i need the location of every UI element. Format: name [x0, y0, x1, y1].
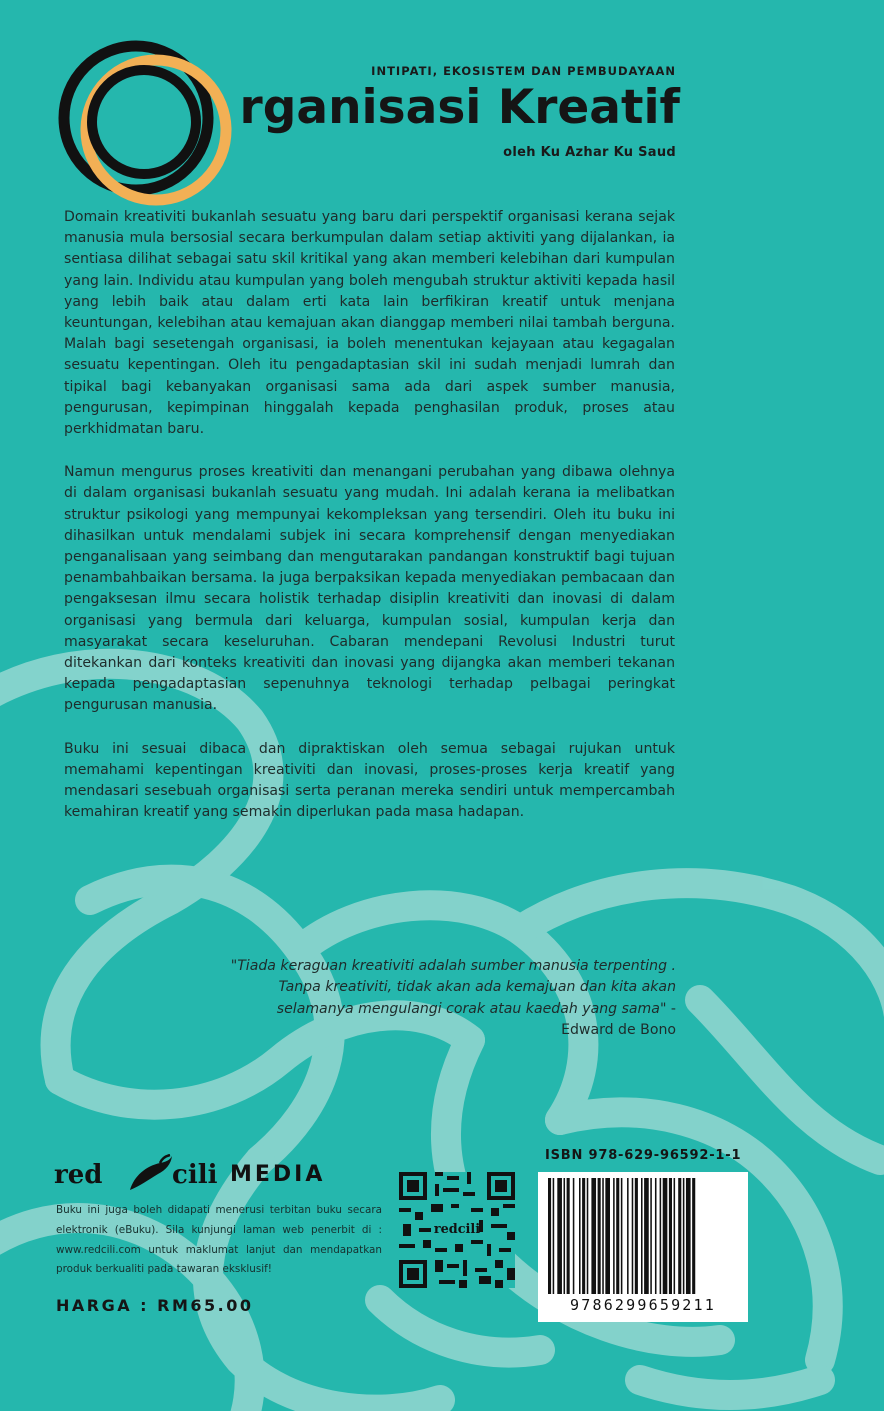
barcode-bar	[613, 1178, 615, 1294]
barcode-bar	[663, 1178, 668, 1294]
chili-pepper-icon	[124, 1154, 174, 1194]
barcode-bar	[686, 1178, 691, 1294]
barcode-bar	[598, 1178, 601, 1294]
barcode-bar	[674, 1178, 676, 1294]
ebook-note: Buku ini juga boleh didapati menerusi terbitan buku secara elektronik (eBuku). Sila kunjungi laman web penerbit di : www.redcili.com untuk maklumat lanjut dan mendapatkan produk berkualiti pada tawaran eksklusif!	[56, 1204, 382, 1276]
qr-center-label: redcili	[433, 1221, 481, 1237]
barcode-bar	[655, 1178, 657, 1294]
price-label: HARGA : RM65.00	[56, 1296, 254, 1315]
barcode-bar	[602, 1178, 604, 1294]
barcode-bar	[548, 1178, 551, 1294]
barcode-bar	[683, 1178, 685, 1294]
barcode-bar	[591, 1178, 596, 1294]
barcode-bar	[650, 1178, 652, 1294]
barcode-bar	[627, 1178, 629, 1294]
barcode-bar	[660, 1178, 662, 1294]
barcode-icon	[546, 1178, 740, 1294]
quote-text: Tiada keraguan kreativiti adalah sumber manusia terpenting . Tanpa kreativiti, tidak akan ada kemajuan dan kita akan selamanya mengulangi corak atau kaedah yang sama	[237, 958, 676, 1017]
barcode-bar	[573, 1178, 575, 1294]
synopsis-paragraph-1: Domain kreativiti bukanlah sesuatu yang baru dari perspektif organisasi kerana sejak manusia mula bersosial secara berkumpulan dalam setiap aktiviti yang dijalankan, ia sentiasa dilihat sebagai satu skil kritikal yang akan memberi kelebihan dari kumpulan yang lain. Individu atau kumpulan yang boleh mengubah struktur aktiviti kepada hasil yang lebih baik atau dalam erti kata lain berfikiran kreatif untuk menjana keuntungan, kelebihan atau kemajuan akan dianggap memberi nilai tambah berguna. Malah bagi sesetengah organisasi, ia boleh menentukan kejayaan atau kegagalan sesuatu kepentingan. Oleh itu pengadaptasian skil ini sudah menjadi lumrah dan tipikal bagi kebanyakan organisasi sama ada dari aspek sumber manusia, pengurusan, kepimpinan hinggalah kepada penghasilan produk, proses atau perkhidmatan baru.	[64, 209, 675, 438]
barcode-bar	[635, 1178, 638, 1294]
qr-code-icon	[399, 1172, 515, 1288]
barcode-bar	[582, 1178, 585, 1294]
synopsis	[64, 207, 675, 845]
isbn-label: ISBN 978-629-96592-1-1	[545, 1148, 742, 1163]
book-subtitle: INTIPATI, EKOSISTEM DAN PEMBUDAYAAN	[371, 64, 676, 78]
brand-cili-text: cili	[172, 1160, 218, 1190]
synopsis-paragraph-3: Buku ini sesuai dibaca dan dipraktiskan oleh semua sebagai rujukan untuk memahami kepentingan kreativiti dan inovasi, proses-proses kerja kreatif yang mendasari sesebuah organisasi serta peranan mereka sendiri untuk mempercambah kemahiran kreatif yang semakin diperlukan pada masa hadapan.	[64, 740, 675, 821]
quote-block: "Tiada keraguan kreativiti adalah sumber manusia terpenting . Tanpa kreativiti, tidak akan ada kemajuan dan kita akan selamanya mengulangi corak atau kaedah yang sama" - Edward de Bono	[230, 958, 676, 1039]
brand-red-text: red	[54, 1160, 103, 1190]
book-title: rganisasi Kreatif	[239, 80, 680, 135]
logo-rings-icon	[56, 38, 246, 208]
publisher-logo	[52, 1152, 332, 1196]
barcode-bar	[644, 1178, 649, 1294]
barcode-bar	[621, 1178, 623, 1294]
barcode-bar	[669, 1178, 672, 1294]
barcode-bar	[587, 1178, 589, 1294]
barcode-bar	[616, 1178, 619, 1294]
barcode-bar	[692, 1178, 695, 1294]
barcode-bar	[553, 1178, 555, 1294]
brand-media-text: MEDIA	[230, 1162, 326, 1187]
barcode-bar	[641, 1178, 643, 1294]
barcode-bar	[579, 1178, 581, 1294]
book-author: oleh Ku Azhar Ku Saud	[503, 145, 676, 160]
barcode-digits: 9786299659211	[570, 1296, 716, 1314]
barcode-bar	[557, 1178, 562, 1294]
barcode-bar	[564, 1178, 566, 1294]
barcode-bar	[632, 1178, 634, 1294]
quote-attribution: " - Edward de Bono	[561, 1000, 676, 1039]
barcode-bar	[678, 1178, 681, 1294]
barcode	[538, 1172, 748, 1322]
barcode-bar	[605, 1178, 610, 1294]
barcode-bar	[567, 1178, 570, 1294]
synopsis-paragraph-2: Namun mengurus proses kreativiti dan menangani perubahan yang dibawa olehnya di dalam organisasi bukanlah sesuatu yang mudah. Ini adalah kerana ia melibatkan struktur psikologi yang mempunyai kekompleksan yang tersendiri. Oleh itu buku ini dihasilkan untuk mendalami subjek ini secara komprehensif dengan menyediakan penganalisaan yang seimbang dan mengutarakan pandangan konstruktif bagi tujuan penambahbaikan bersama. Ia juga berpaksikan kepada menyediakan pembacaan dan pengaksesan ilmu secara holistik terhadap disiplin kreativiti dan inovasi di dalam organisasi yang bermula dari keluarga, kumpulan sosial, kumpulan kerja dan masyarakat secara keseluruhan. Cabaran mendepani Revolusi Industri turut ditekankan dari konteks kreativiti dan inovasi yang dijangka akan memberi tekanan kepada pengadaptasian sepenuhnya teknologi terhadap pelbagai peringkat pengurusan manusia.	[64, 464, 675, 714]
